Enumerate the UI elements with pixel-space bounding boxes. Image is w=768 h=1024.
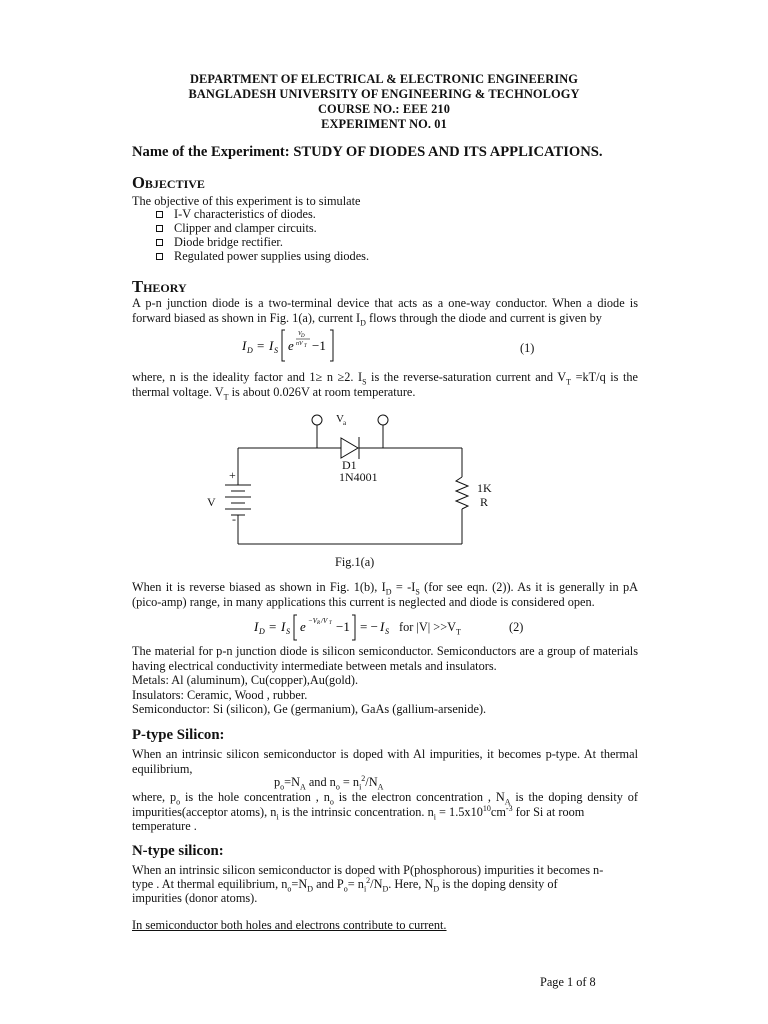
objective-intro: The objective of this experiment is to simulate	[132, 194, 361, 208]
materials-insulators: Insulators: Ceramic, Wood , rubber.	[132, 688, 308, 702]
svg-text:e: e	[300, 619, 306, 634]
materials-semiconductor: Semiconductor: Si (silicon), Ge (germanium), GaAs (gallium-arsenide).	[132, 702, 487, 716]
ptype-heading: P-type Silicon:	[132, 727, 225, 743]
equation-1-number: (1)	[520, 341, 535, 355]
svg-text:nV: nV	[296, 341, 303, 347]
header-department: DEPARTMENT OF ELECTRICAL & ELECTRONIC ENGINEERING	[189, 72, 579, 86]
svg-text:S: S	[274, 346, 278, 355]
diode-name: D1	[342, 458, 357, 472]
battery-label: V	[207, 495, 216, 509]
node-va-label: V	[336, 413, 344, 425]
objective-item: Clipper and clamper circuits.	[156, 221, 369, 235]
bullet-square-icon	[156, 253, 163, 260]
equation-2	[252, 611, 392, 643]
terminal-left	[312, 415, 322, 425]
materials-metals: Metals: Al (aluminum), Cu(copper),Au(gold).	[132, 673, 359, 687]
ntype-paragraph-2: type . At thermal equilibrium, $n_o=N_D$ and $P_o= n_i^2/N_D$. Here, $N_D$ is the doping density of	[132, 875, 558, 894]
svg-text:D: D	[259, 627, 265, 636]
svg-text:=: =	[257, 338, 265, 353]
battery-plus: +	[229, 468, 236, 482]
objective-heading: Objective	[132, 173, 205, 192]
objective-item: I-V characteristics of diodes.	[156, 207, 369, 221]
battery-minus: -	[232, 512, 236, 526]
svg-text:V: V	[298, 331, 302, 337]
svg-text:−V: −V	[308, 617, 317, 625]
svg-text:I: I	[242, 338, 247, 353]
theory-paragraph-2: where, n is the ideality factor and 1≥ n ≥2. $I_S$ is the reverse-saturation current and $V_T =kT/q$ is the thermal voltage. $V_T$ is about 0.026V at room temperature.	[132, 370, 638, 402]
resistor-name: R	[480, 495, 489, 509]
experiment-title	[132, 144, 603, 161]
ptype-equilibrium-eq: $p_o=N_A$ and $n_o = n_i^2/N_A$	[274, 773, 384, 792]
header-experiment-no: EXPERIMENT NO. 01	[321, 117, 447, 131]
header-course: COURSE NO.: EEE 210	[317, 102, 451, 116]
node-va-sub: a	[343, 419, 347, 427]
ntype-paragraph-3: impurities (donor atoms).	[132, 891, 258, 905]
experiment-title-label: Name of the Experiment:	[132, 144, 294, 160]
page-number: Page 1 of 8	[540, 975, 596, 989]
theory-paragraph-3: When it is reverse biased as shown in Fig. 1(b), $I_D = -I_S$ (for see eqn. (2)). As it is generally in pA (pico-amp) range, in many applications this current is neglected and diode is considered open.	[132, 580, 639, 609]
equation-2-condition: for $|V| >>V_T$	[399, 620, 461, 637]
diode-part: 1N4001	[339, 470, 378, 484]
svg-text:−1: −1	[336, 619, 350, 634]
bullet-square-icon	[156, 211, 163, 218]
theory-paragraph-1: A p-n junction diode is a two-terminal device that acts as a one-way conductor. When a diode is forward biased as shown in Fig. 1(a), current $I_D$ flows through the diode and current is given by	[132, 296, 638, 328]
svg-text:e: e	[288, 338, 294, 353]
ntype-heading: N-type silicon:	[132, 843, 224, 859]
svg-text:D: D	[247, 346, 253, 355]
svg-text:= −: = −	[360, 619, 378, 634]
svg-text:D: D	[301, 334, 305, 339]
resistor-value: 1K	[477, 481, 492, 495]
ptype-paragraph-1: When an intrinsic silicon semiconductor is doped with Al impurities, it becomes p-type. At thermal equilibrium,	[132, 747, 638, 776]
terminal-right	[378, 415, 388, 425]
bullet-square-icon	[156, 239, 163, 246]
svg-text:=: =	[269, 619, 277, 634]
ntype-paragraph-1: When an intrinsic silicon semiconductor is doped with P(phosphorous) impurities it becomes n-	[132, 863, 604, 877]
header-university: BANGLADESH UNIVERSITY OF ENGINEERING & TECHNOLOGY	[188, 87, 580, 101]
svg-text:−1: −1	[312, 338, 326, 353]
bullet-square-icon	[156, 225, 163, 232]
closing-note: In semiconductor both holes and electrons contribute to current.	[132, 918, 447, 932]
equation-2-number: (2)	[509, 620, 524, 634]
svg-text:T: T	[304, 344, 307, 349]
theory-paragraph-4: The material for p-n junction diode is silicon semiconductor. Semiconductors are a group of materials having electrical conductivity intermediate between metals and insulators.	[132, 644, 638, 673]
ptype-paragraph-2: where, $p_o$ is the hole concentration , $n_o$ is the electron concentration , $N_A$ is the doping density of impurities(acceptor atoms), $n_i$ is the intrinsic concentration. $n_i = 1.5x10^{10}cm^{-3}$ for Si at room	[132, 790, 638, 822]
theory-heading: Theory	[132, 277, 187, 296]
ptype-paragraph-3: temperature .	[132, 819, 197, 833]
objective-list	[156, 207, 369, 263]
objective-item: Diode bridge rectifier.	[156, 235, 369, 249]
objective-item: Regulated power supplies using diodes.	[156, 249, 369, 263]
svg-text:I: I	[254, 619, 259, 634]
svg-text:R: R	[317, 621, 321, 626]
svg-text:I: I	[380, 619, 385, 634]
svg-text:I: I	[281, 619, 286, 634]
figure-caption: Fig.1(a)	[335, 555, 375, 569]
svg-text:T: T	[329, 621, 332, 626]
svg-text:/V: /V	[321, 617, 328, 625]
experiment-title-text: STUDY OF DIODES AND ITS APPLICATIONS.	[293, 144, 603, 160]
svg-text:S: S	[385, 627, 389, 636]
equation-1	[240, 325, 350, 367]
svg-text:S: S	[286, 627, 290, 636]
circuit-diagram	[200, 405, 490, 575]
svg-text:I: I	[269, 338, 274, 353]
